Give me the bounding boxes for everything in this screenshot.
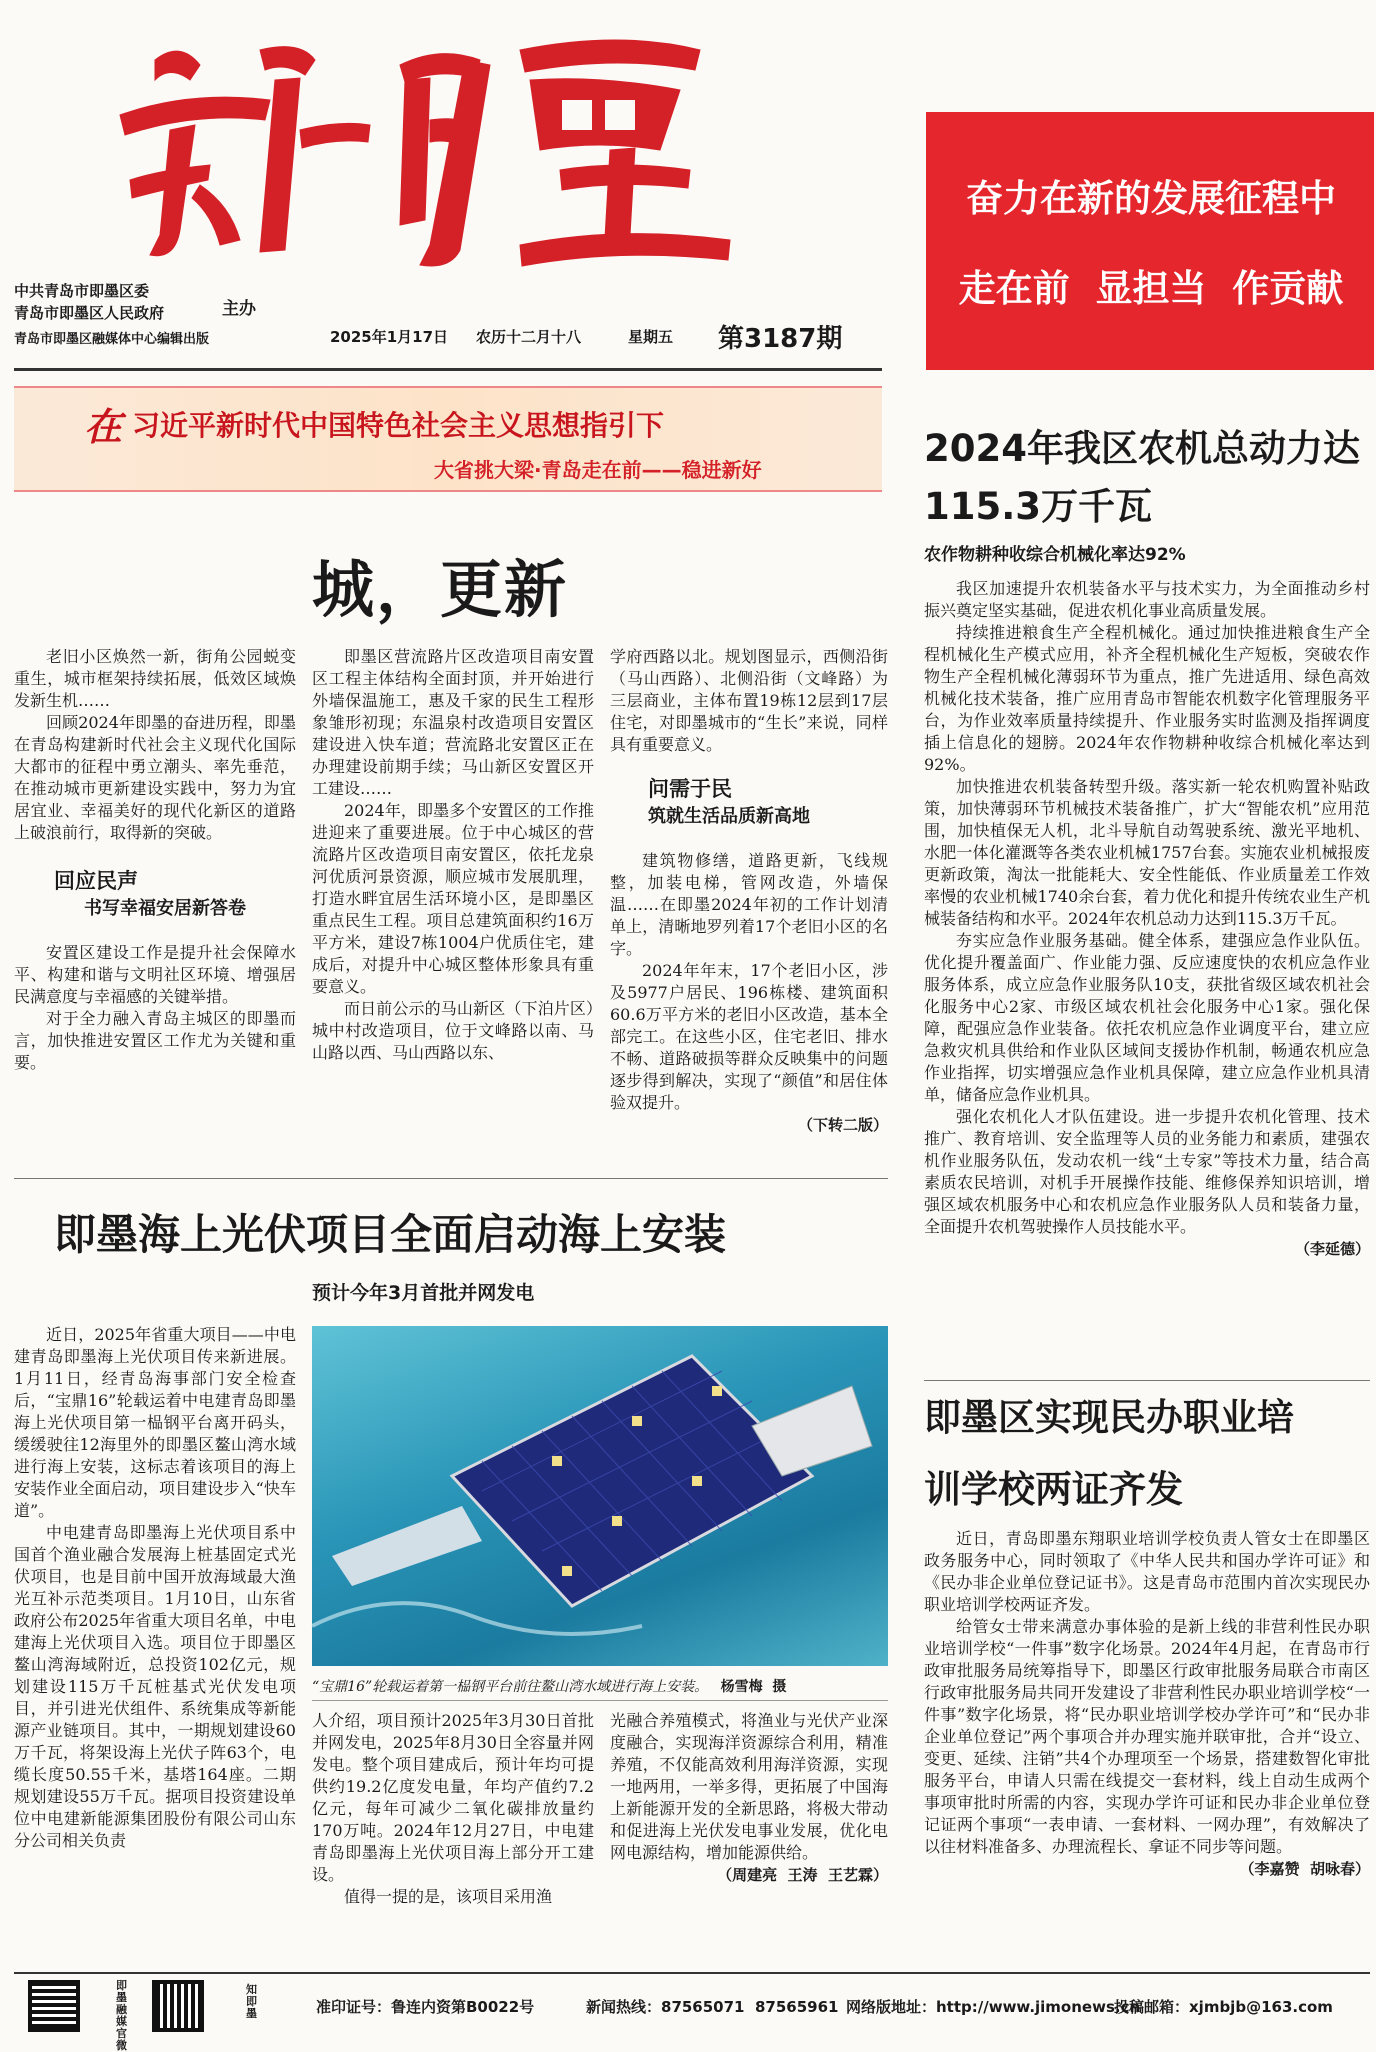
solar-col-1 <box>14 1324 296 1964</box>
lunar-date: 农历十二月十八 <box>476 328 582 346</box>
farm-subheadline: 农作物耕种收综合机械化率达92% <box>924 545 1186 565</box>
photo-caption <box>312 1676 888 1696</box>
slogan-box <box>926 112 1374 370</box>
sponsor-1: 中共青岛市即墨区委 <box>14 282 150 300</box>
paragraph: 持续推进粮食生产全程机械化。通过加快推进粮食生产全程机械化生产模式应用，补齐全程机械化生产短板，突破农作物生产全程机械化薄弱环节为重点，推广先进适用、绿色高效机械化技术装备，推广应用青岛市智能农机数字化管理服务平台，为作业效率质量持续提升、作业服务实时监测及指挥调度插上信息化的翅膀。2024年农作物耕种收综合机械化率达到92%。 <box>924 623 1370 774</box>
qr-code-1[interactable] <box>28 1980 80 2032</box>
paragraph: 建筑物修缮，道路更新，飞线规整，加装电梯，管网改造，外墙保温……在即墨2024年初的工作计划清单上，清晰地罗列着17个老旧小区的名字。 <box>610 851 888 958</box>
solar-col-3 <box>610 1710 888 1970</box>
farm-body <box>924 578 1370 1374</box>
byline: （李延德） <box>1294 1240 1370 1258</box>
paragraph: 光融合养殖模式，将渔业与光伏产业深度融合，实现海洋资源综合利用，精准养殖，不仅能高效利用海洋资源，实现一地两用，一举多得，更拓展了中国海上新能源开发的全新思路，将极大带动和促进海上光伏发电事业发展，优化电网电源结构，增加能源供给。 <box>610 1711 888 1862</box>
theme-banner <box>14 386 882 492</box>
sponsor-label: 主办 <box>222 299 256 319</box>
city-col-1 <box>14 646 296 1166</box>
footer <box>0 1976 1376 2052</box>
slogan-line-1: 奋力在新的发展征程中 <box>966 177 1336 220</box>
subhead-title: 问需于民 <box>648 777 732 801</box>
issue-date: 2025年1月17日 <box>330 328 449 346</box>
school-body <box>924 1528 1370 1968</box>
banner-sub: 大省挑大梁·青岛走在前——稳进新好 <box>434 458 762 482</box>
section-divider <box>14 1178 888 1179</box>
paragraph: 而日前公示的马山新区（下泊片区）城中村改造项目，位于文峰路以南、马山路以西、马山西路以东、 <box>312 999 594 1062</box>
editor-line: 青岛市即墨区融媒体中心编辑出版 <box>14 332 210 347</box>
city-col-3 <box>610 646 888 1166</box>
solar-photo <box>312 1326 888 1666</box>
paragraph: 回顾2024年即墨的奋进历程，即墨在青岛构建新时代社会主义现代化国际大都市的征程中勇立潮头、率先垂范，在推动城市更新建设实践中，努力为宜居宜业、幸福美好的现代化新区的道路上破浪前行，取得新的突破。 <box>14 713 296 842</box>
qr-code-2[interactable] <box>152 1980 204 2032</box>
footer-rule <box>14 1972 1370 1974</box>
paragraph: 我区加速提升农机装备水平与技术实力，为全面推动乡村振兴奠定坚实基础，促进农机化事业高质量发展。 <box>924 579 1370 620</box>
submission-email[interactable]: 投稿邮箱：xjmbjb@163.com <box>1114 1998 1333 2016</box>
paragraph: 即墨区营流路片区改造项目南安置区工程主体结构全面封顶，并开始进行外墙保温施工，惠及千家的民生工程形象雏形初现；东温泉村改造项目安置区建设进入快车道；营流路北安置区正在办理建设前期手续；马山新区安置区开工建设…… <box>312 647 594 798</box>
paragraph: 近日，青岛即墨东翔职业培训学校负责人管女士在即墨区政务服务中心，同时领取了《中华人民共和国办学许可证》和《民办非企业单位登记证书》。这是青岛市范围内首次实现民办职业培训学校两证齐发。 <box>924 1529 1370 1614</box>
slogan-line-2: 走在前 显担当 作贡献 <box>958 267 1344 310</box>
paragraph: 人介绍，项目预计2025年3月30日首批并网发电，2025年8月30日全容量并网发电。整个项目建成后，预计年均可提供约19.2亿度发电量，年均产值约7.2亿元，每年可减少二氧化碳排放量约170万吨。2024年12月27日，中电建青岛即墨海上光伏项目海上部分开工建设。 <box>312 1711 594 1884</box>
city-col-2 <box>312 646 594 1166</box>
sponsor-2: 青岛市即墨区人民政府 <box>14 304 165 322</box>
banner-lead-char: 在 <box>84 405 123 449</box>
paragraph: 近日，2025年省重大项目——中电建青岛即墨海上光伏项目传来新进展。1月11日，经青岛海事部门安全检查后，“宝鼎16”轮载运着中电建青岛即墨海上光伏项目第一榀钢平台离开码头，缓缓驶往12海里外的即墨区鳌山湾水域进行海上安装，这标志着该项目的海上安装作业全面启动，项目建设步入“快车道”。 <box>14 1325 296 1520</box>
solar-subheadline: 预计今年3月首批并网发电 <box>312 1282 535 1304</box>
paragraph: 老旧小区焕然一新，街角公园蜕变重生，城市框架持续拓展，低效区域焕发新生机…… <box>14 647 296 710</box>
city-headline: 城，更新 <box>312 553 569 626</box>
subhead-subtitle: 筑就生活品质新高地 <box>648 806 810 827</box>
photo-credit: 杨雪梅 摄 <box>720 1679 787 1695</box>
paragraph: 安置区建设工作是提升社会保障水平、构建和谐与文明社区环境、增强居民满意度与幸福感的关键举措。 <box>14 943 296 1006</box>
website-link[interactable]: 网络版地址：http://www.jimonews.cn <box>846 1998 1141 2016</box>
banner-main: 习近平新时代中国特色社会主义思想指引下 <box>132 409 665 442</box>
news-hotline: 新闻热线：87565071 87565961 <box>586 1998 839 2016</box>
farm-headline: 2024年我区农机总动力达115.3万千瓦 <box>924 427 1360 528</box>
caption-text: “宝鼎16”轮载运着第一榀钢平台前往鳌山湾水域进行海上安装。 <box>312 1679 709 1695</box>
subhead-title: 回应民声 <box>54 869 138 893</box>
school-headline: 即墨区实现民办职业培训学校两证齐发 <box>924 1396 1294 1511</box>
weekday: 星期五 <box>628 328 674 346</box>
paragraph: 2024年，即墨多个安置区的工作推进迎来了重要进展。位于中心城区的营流路片区改造项目南安置区，依托龙泉河优质河景资源，顺应城市发展肌理，打造水畔宜居生活环境小区，是即墨区重点民生工程。项目总建筑面积约16万平方米，建设7栋1004户优质住宅，建成后，对提升中心城区整体形象具有重要意义。 <box>312 801 594 996</box>
paragraph: 夯实应急作业服务基础。健全体系，建强应急作业队伍。优化提升覆盖面广、作业能力强、反应速度快的农机应急作业服务体系，成立应急作业服务队10支，获批省级区域农机社会化服务中心2家、市级区域农机社会化服务中心1家。强化保障，配强应急作业装备。依托农机应急作业调度平台，建立应急救灾机具供给和作业队区域间支援协作机制，畅通农机应急作业指挥，切实增强应急作业机具保障，建立应急作业机具清单，储备应急作业机具。 <box>924 931 1370 1104</box>
byline: （李嘉赞 胡咏春） <box>1239 1860 1370 1878</box>
paragraph: 强化农机化人才队伍建设。进一步提升农机化管理、技术推广、教育培训、安全监理等人员的业务能力和素质，建强农机作业服务队伍，发动农机一线“土专家”等技术力量，结合高素质农民培训，对机手开展操作技能、维修保养知识培训，增强区域农机服务中心和农机应急作业服务队人员和装备力量，全面提升农机驾驶操作人员技能水平。 <box>924 1107 1370 1236</box>
jump-line: （下转二版） <box>797 1116 888 1134</box>
paragraph: 2024年年末，17个老旧小区，涉及5977户居民、196栋楼、建筑面积60.6万平方米的老旧小区改造，基本全部完工。在这些小区，住宅老旧、排水不畅、道路破损等群众反映集中的问题逐步得到解决，实现了“颜值”和居住体验双提升。 <box>610 961 888 1112</box>
paragraph: 中电建青岛即墨海上光伏项目系中国首个渔业融合发展海上桩基固定式光伏项目，也是目前中国开放海域最大渔光互补示范类项目。1月10日，山东省政府公布2025年省重大项目名单，中电建海上光伏项目入选。项目位于即墨区鳌山湾海域附近，总投资102亿元，规划建设115万千瓦桩基式光伏发电项目，并引进光伏组件、系统集成等新能源产业链项目。其中，一期规划建设60万千瓦，将架设海上光伏子阵63个，电缆长度50.55千米，基塔164座。二期规划建设55万千瓦。据项目投资建设单位中电建新能源集团股份有限公司山东分公司相关负责 <box>14 1523 296 1850</box>
caption-rule <box>312 1700 888 1701</box>
subhead-subtitle: 书写幸福安居新答卷 <box>84 898 246 919</box>
qr2-label: 知即墨 <box>246 1983 257 2020</box>
masthead-logo <box>100 20 740 280</box>
paragraph: 加快推进农机装备转型升级。落实新一轮农机购置补贴政策，加快薄弱环节机械技术装备推广，扩大“智能农机”应用范围，加快植保无人机，北斗导航自动驾驶系统、激光平地机、水肥一体化灌溉等各类农业机械1757台套。实施农业机械报废更新政策，淘汰一批能耗大、安全性能低、作业质量差工作效率慢的农业机械1740余台套，着力优化和提升传统农业生产机械装备结构和水平。2024年农机总动力达到115.3万千瓦。 <box>924 777 1370 928</box>
masthead <box>0 0 900 380</box>
right-divider <box>924 1380 1370 1381</box>
paragraph: 学府西路以北。规划图显示，西侧沿街（马山西路）、北侧沿街（文峰路）为三层商业，主体布置19栋12层到17层住宅，对即墨城市的“生长”来说，同样具有重要意义。 <box>610 647 888 754</box>
qr1-label: 即墨融媒官微 <box>116 1979 127 2052</box>
solar-headline: 即墨海上光伏项目全面启动海上安装 <box>54 1210 727 1259</box>
paragraph: 对于全力融入青岛主城区的即墨而言，加快推进安置区工作尤为关键和重要。 <box>14 1009 296 1072</box>
paragraph: 给管女士带来满意办事体验的是新上线的非营利性民办职业培训学校“一件事”数字化场景。2024年4月起，在青岛市行政审批服务局统筹指导下，即墨区行政审批服务局联合市南区行政审批服务局共同开发建设了非营利性民办职业培训学校“一件事”数字化场景，将“民办职业培训学校办学许可”和“民办非企业单位登记”两个事项合并办理实施并联审批，合并“设立、变更、延续、注销”共4个办理项至一个场景，搭建数智化审批服务平台，申请人只需在线提交一套材料，线上自动生成两个事项审批时所需的内容，实现办学许可证和民办非企业单位登记证两个事项“一表申请、一套材料、一网办理”，有效解决了以往材料准备多、办理流程长、拿证不同步等问题。 <box>924 1617 1370 1856</box>
print-permit: 准印证号：鲁连内资第B0022号 <box>316 1998 535 2016</box>
byline: （周建亮 王涛 王艺霖） <box>717 1866 888 1884</box>
barge-illustration <box>312 1326 888 1666</box>
paragraph: 值得一提的是，该项目采用渔 <box>344 1887 553 1906</box>
issue-number: 第3187期 <box>718 324 843 354</box>
solar-col-2 <box>312 1710 594 1970</box>
masthead-rule <box>14 368 882 371</box>
